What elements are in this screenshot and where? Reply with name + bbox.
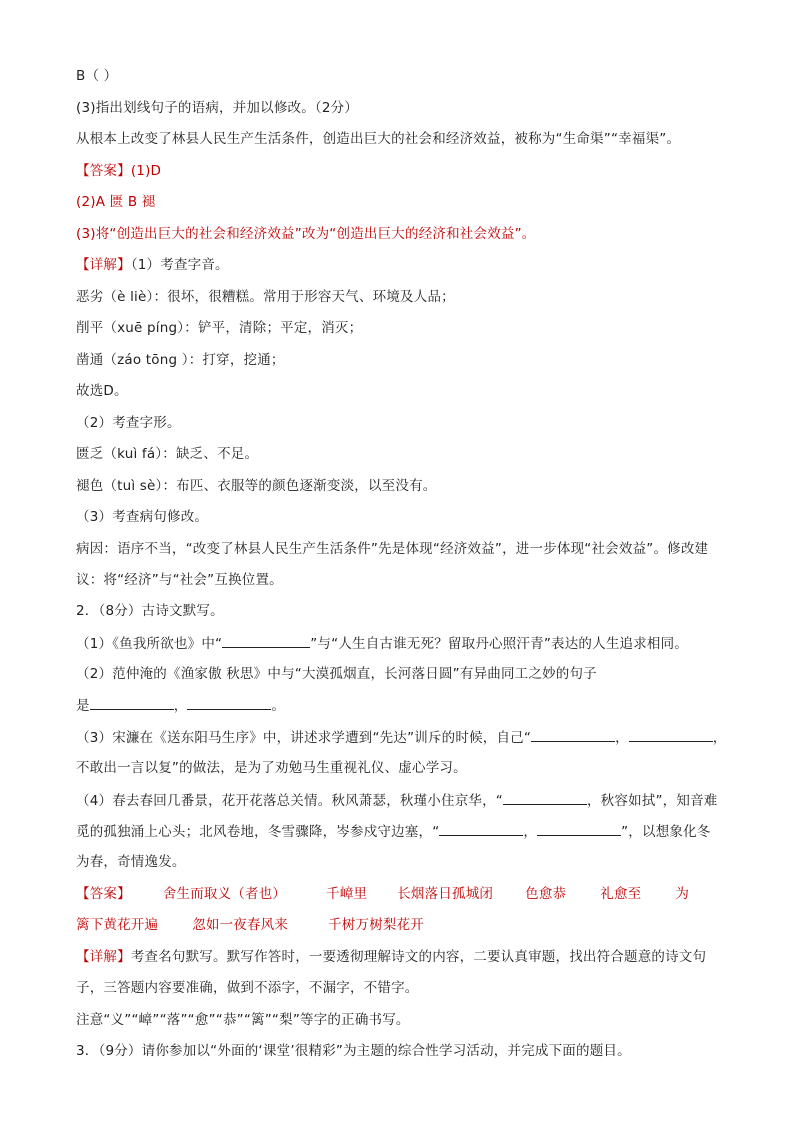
q2-item-3-text-b: ， xyxy=(615,730,629,746)
answer-item: 长烟落日孤城闭 xyxy=(397,886,494,902)
q1-word-4: 匮乏（kuì fá）：缺乏、不足。 xyxy=(76,446,259,462)
q1-word-3: 凿通（záo tōng ）：打穿，挖通； xyxy=(76,352,285,368)
q1-reason-1: 病因：语序不当，“改变了林县人民生产生活条件”先是体现“经济效益”，进一步体现“社会效益”。修改建 xyxy=(76,541,709,557)
q1-detail-1 xyxy=(76,255,229,275)
answer-item: 为 xyxy=(675,886,690,902)
q2-item-2-text-c: ， xyxy=(173,698,188,714)
q2-detail-2: 子，三答题内容要准确，做到不添字，不漏字，不错字。 xyxy=(76,980,419,996)
q2-answer-cont xyxy=(76,915,424,935)
answer-item: 礼愈至 xyxy=(600,886,642,902)
q2-item-2: （2）范仲淹的《渔家傲 秋思》中与“大漠孤烟直，长河落日圆”有异曲同工之妙的句子 xyxy=(76,666,597,682)
answer-blank[interactable] xyxy=(503,790,587,805)
answer-blank[interactable] xyxy=(187,695,271,710)
answer-label: 【答案】 xyxy=(76,163,131,179)
q2-item-1-text-b: ”与“人生自古谁无死？留取丹心照汗青”表达的人生追求相同。 xyxy=(310,636,689,652)
answer-item: 忽如一夜春风来 xyxy=(192,917,289,933)
detail-label: 【详解】 xyxy=(76,949,131,965)
q1-word-1: 恶劣（è liè）：很坏，很糟糕。常用于形容天气、环境及人品； xyxy=(76,289,455,305)
answer-item: 舍生而取义（者也） xyxy=(162,886,287,902)
answer-text: (1)D xyxy=(130,163,162,179)
q1-answer-2: (2)A 匮 B 褪 xyxy=(76,194,156,210)
q2-item-4-text-e: ”，以想象化冬 xyxy=(621,824,711,840)
answer-blank[interactable] xyxy=(537,821,621,836)
q2-item-4 xyxy=(76,790,717,811)
q1-detail-2: （2）考查字形。 xyxy=(76,415,181,431)
q2-note: 注意“义”“嶂”“落”“愈”“恭”“篱”“梨”等字的正确书写。 xyxy=(76,1012,410,1028)
answer-label: 【答案】 xyxy=(76,886,131,902)
answer-blank[interactable] xyxy=(439,821,523,836)
answer-blank[interactable] xyxy=(222,633,310,648)
q2-item-1 xyxy=(76,633,688,654)
q1-answer-1 xyxy=(76,161,161,181)
q2-item-4-text-b: ，秋容如拭”，知音难 xyxy=(586,793,718,809)
detail-text: 考查名句默写。默写作答时，一要透彻理解诗文的内容，二要认真审题，找出符合题意的诗文句 xyxy=(130,949,707,965)
q2-detail-1 xyxy=(76,947,706,967)
q2-item-4-cont xyxy=(76,821,711,842)
q2-item-2-cont xyxy=(76,695,285,716)
detail-label: 【详解】 xyxy=(76,257,131,273)
q1-detail-3: （3）考查病句修改。 xyxy=(76,509,209,525)
answer-item: 千树万树梨花开 xyxy=(328,917,425,933)
q2-item-4-text-c: 觅的孤独涌上心头；北风卷地，冬雪骤降，岑参戍守边塞，“ xyxy=(76,824,440,840)
q2-item-3-cont: 不敢出一言以复”的做法，是为了劝勉马生重视礼仪、虚心学习。 xyxy=(76,760,467,776)
q2-item-2-text-b: 是 xyxy=(76,698,90,714)
q3-title: 3．（9分）请你参加以“外面的‘课堂’很精彩”为主题的综合性学习活动，并完成下面的题目。 xyxy=(76,1043,631,1059)
q2-item-2-text-d: 。 xyxy=(271,698,286,714)
detail-text: （1）考查字音。 xyxy=(130,257,229,273)
answer-blank[interactable] xyxy=(629,727,713,742)
answer-blank[interactable] xyxy=(531,727,615,742)
q2-item-3 xyxy=(76,727,726,748)
q2-item-4-text-a: （4）春去春回几番景，花开花落总关情。秋风萧瑟，秋瑾小住京华，“ xyxy=(76,793,503,809)
answer-item: 篱下黄花开遍 xyxy=(76,917,159,933)
q1-reason-2: 议：将“经济”与“社会”互换位置。 xyxy=(76,572,283,588)
q1-sub3-prompt: (3)指出划线句子的语病，并加以修改。（2分） xyxy=(76,100,359,116)
q2-title: 2．（8分）古诗文默写。 xyxy=(76,603,224,619)
q2-item-1-text-a: （1）《鱼我所欲也》中“ xyxy=(76,636,223,652)
q2-item-3-text-a: （3）宋濂在《送东阳马生序》中，讲述求学遭到“先达”训斥的时候，自己“ xyxy=(76,730,532,746)
q1-b-blank: B（ ） xyxy=(76,68,118,84)
answer-blank[interactable] xyxy=(90,695,174,710)
q2-item-3-text-c: ， xyxy=(712,730,727,746)
q1-sentence: 从根本上改变了林县人民生产生活条件，创造出巨大的社会和经济效益，被称为“生命渠”“幸福渠”。 xyxy=(76,131,681,147)
q2-answer xyxy=(76,884,689,904)
q1-word-5: 褪色（tuì sè）：布匹、衣服等的颜色逐渐变淡，以至没有。 xyxy=(76,478,437,494)
q1-choose: 故选D。 xyxy=(76,383,128,399)
q2-item-4-end: 为春，奇情逸发。 xyxy=(76,854,186,870)
q2-item-4-text-d: ， xyxy=(523,824,538,840)
q1-answer-3: (3)将“创造出巨大的社会和经济效益”改为“创造出巨大的经济和社会效益”。 xyxy=(76,226,536,242)
answer-item: 色愈恭 xyxy=(525,886,567,902)
q1-word-2: 削平（xuē píng）：铲平，清除；平定，消灭； xyxy=(76,320,363,336)
answer-item: 千嶂里 xyxy=(326,886,368,902)
